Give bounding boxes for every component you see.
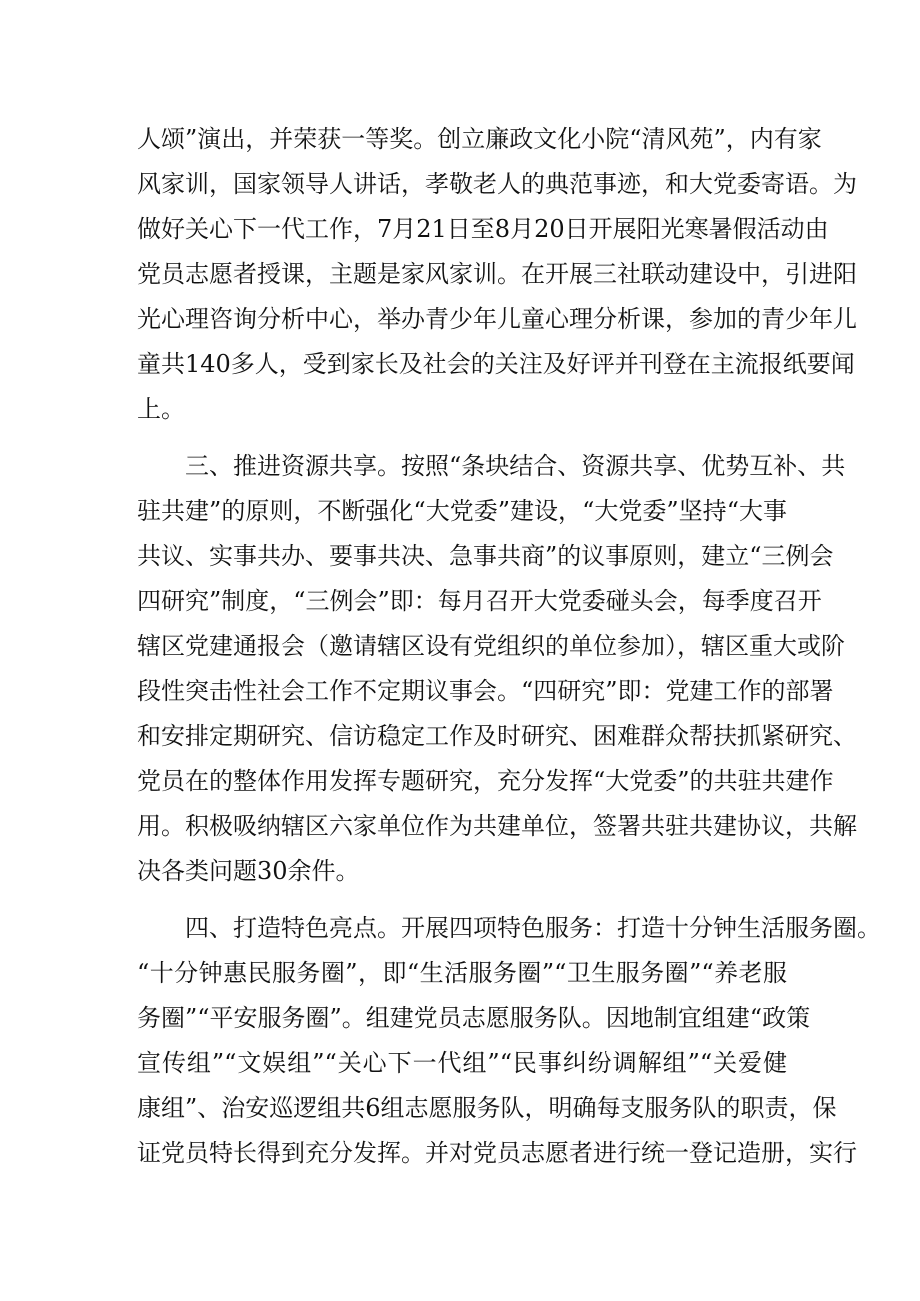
text-line: 党员志愿者授课，主题是家风家训。在开展三社联动建设中，引进阳 — [137, 260, 857, 288]
text-line: “十分钟惠民服务圈”，即“生活服务圈”“卫生服务圈”“养老服 — [137, 959, 787, 987]
text-line: 和安排定期研究、信访稳定工作及时研究、困难群众帮扶抓紧研究、 — [137, 722, 857, 750]
text-line: 党员在的整体作用发挥专题研究，充分发挥“大党委”的共驻共建作 — [137, 767, 834, 795]
text-line: 三、推进资源共享。按照“条块结合、资源共享、优势互补、共 — [185, 452, 846, 480]
text-line: 童共140多人，受到家长及社会的关注及好评并刊登在主流报纸要闻 — [137, 350, 855, 378]
text-line: 段性突击性社会工作不定期议事会。“四研究”即：党建工作的部署 — [137, 677, 834, 705]
text-line: 务圈”“平安服务圈”。组建党员志愿服务队。因地制宜组建“政策 — [137, 1004, 811, 1032]
text-line: 辖区党建通报会（邀请辖区设有党组织的单位参加），辖区重大或阶 — [137, 632, 845, 660]
text-line: 人颂”演出，并荣获一等奖。创立廉政文化小院“清风苑”，内有家 — [137, 125, 822, 153]
text-line: 共议、实事共办、要事共决、急事共商”的议事原则，建立“三例会 — [137, 542, 834, 570]
text-line: 上。 — [137, 395, 185, 423]
paragraph-2 — [137, 444, 857, 894]
text-line: 四、打造特色亮点。开展四项特色服务：打造十分钟生活服务圈。 — [185, 914, 881, 942]
text-line: 风家训，国家领导人讲话，孝敬老人的典范事迹，和大党委寄语。为 — [137, 170, 857, 198]
text-line: 驻共建”的原则，不断强化“大党委”建设，“大党委”坚持“大事 — [137, 497, 787, 525]
text-line: 宣传组”“文娱组”“关心下一代组”“民事纠纷调解组”“关爱健 — [137, 1049, 787, 1077]
text-line: 决各类问题30余件。 — [137, 857, 360, 885]
text-line: 四研究”制度，“三例会”即：每月召开大党委碰头会，每季度召开 — [137, 587, 822, 615]
text-line: 做好关心下一代工作，7月21日至8月20日开展阳光寒暑假活动由 — [137, 215, 829, 243]
text-line: 光心理咨询分析中心，举办青少年儿童心理分析课，参加的青少年儿 — [137, 305, 857, 333]
text-line: 用。积极吸纳辖区六家单位作为共建单位，签署共驻共建协议，共解 — [137, 812, 857, 840]
body-text — [137, 117, 881, 1176]
text-line: 证党员特长得到充分发挥。并对党员志愿者进行统一登记造册，实行 — [137, 1139, 857, 1167]
text-line: 康组”、治安巡逻组共6组志愿服务队，明确每支服务队的职责，保 — [137, 1094, 837, 1122]
paragraph-3 — [137, 906, 881, 1176]
paragraph-1 — [137, 117, 857, 432]
